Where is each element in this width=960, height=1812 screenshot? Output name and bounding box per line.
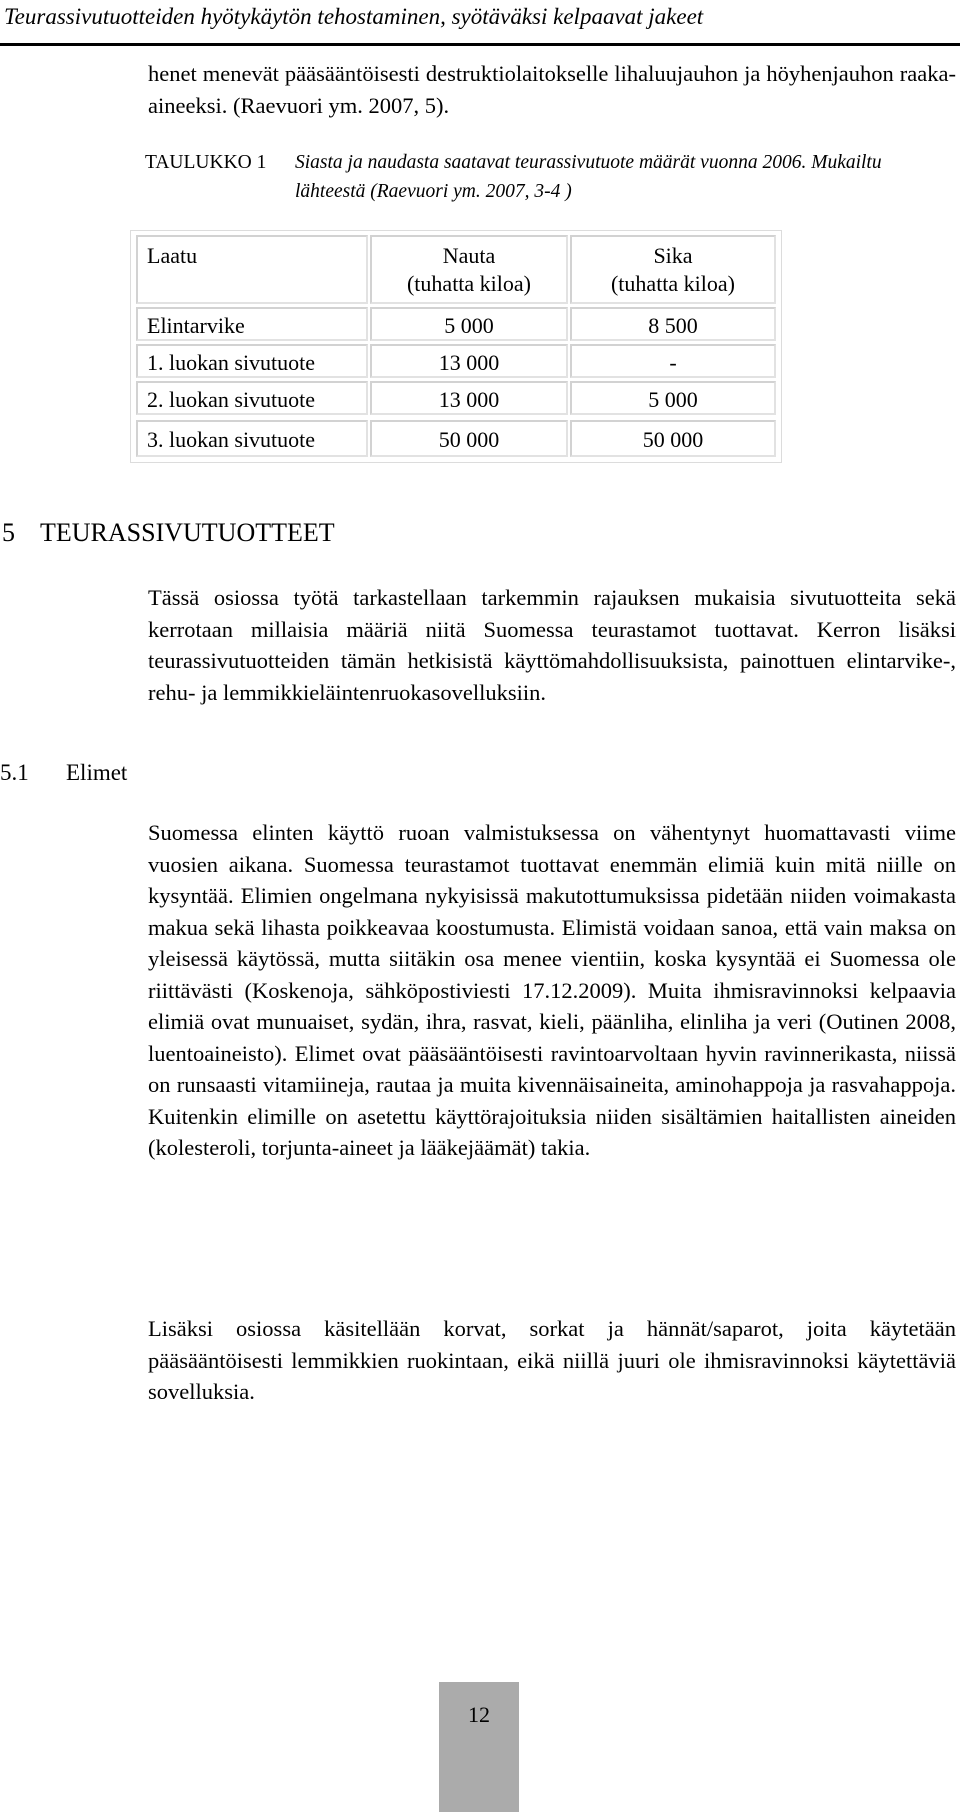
- subsection-title: Elimet: [66, 760, 128, 785]
- table-cell: 13 000: [370, 381, 568, 415]
- table-cell: 8 500: [570, 307, 776, 341]
- section-5-paragraph: Tässä osiossa työtä tarkastellaan tarkemmin rajauksen mukaisia sivutuotteita sekä kerrotaan millaisia määriä niitä Suomessa teurastamot tuottavat. Kerron lisäksi teurassivutuotteiden tämän hetkisistä käyttömahdollisuuksista, painottuen elintarvike-, rehu- ja lemmikkieläintenruokasovelluksiin.: [148, 585, 956, 705]
- table-cell: 5 000: [570, 381, 776, 415]
- table-cell: 2. luokan sivutuote: [136, 381, 368, 415]
- table-header-cell: Nauta (tuhatta kiloa): [370, 235, 568, 304]
- page-number-box: [439, 1682, 519, 1812]
- subsection-number: 5.1: [0, 760, 29, 785]
- section-title: TEURASSIVUTUOTTEET: [40, 518, 335, 547]
- section-5-1-paragraph-1: Suomessa elinten käyttö ruoan valmistuksessa on vähentynyt huomattavasti viime vuosien aikana. Suomessa teurastamot tuottavat enemmän elimiä kuin mitä niille on kysyntää. Elimien ongelmana nykyisissä makutottumuksissa pidetään niiden voimakasta makua sekä lihasta poikkeavaa koostumusta. Elimistä voidaan sanoa, että vain maksa on yleisessä käytössä, mutta siitäkin osa menee vientiin, koska kysyntää ei Suomessa ole riittävästi (Koskenoja, sähköpostiviesti 17.12.2009). Muita ihmisravinnoksi kelpaavia elimiä ovat munuaiset, sydän, ihra, rasvat, kieli, päänliha, elinliha ja veri (Outinen 2008, luentoaineisto). Elimet ovat pääsääntöisesti ravintoarvoltaan hyvin ravinnerikasta, niissä on runsaasti vitamiineja, rautaa ja muita kivennäisaineita, aminohappoja ja rasvahappoja. Kuitenkin elimille on asetettu käyttörajoituksia niiden sisältämien haitallisten aineiden (kolesteroli, torjunta-aineet ja lääkejäämät) takia.: [148, 820, 956, 1160]
- table-caption-text: Siasta ja naudasta saatavat teurassivutuote määrät vuonna 2006. Mukailtu lähteestä (Raevuori ym. 2007, 3-4 ): [295, 152, 882, 202]
- table-cell: Elintarvike: [136, 307, 368, 341]
- section-5-1-paragraph-2: Lisäksi osiossa käsitellään korvat, sorkat ja hännät/saparot, joita käytetään pääsääntöisesti lemmikkien ruokintaan, eikä niillä juuri ole ihmisravinnoksi käytettäviä sovelluksia.: [148, 1316, 956, 1404]
- page-number: 12: [468, 1702, 490, 1727]
- quantities-table: [130, 230, 782, 463]
- table-cell: 50 000: [370, 420, 568, 457]
- table-cell: 1. luokan sivutuote: [136, 344, 368, 378]
- table-header-cell: Sika (tuhatta kiloa): [570, 235, 776, 304]
- table-cell: 3. luokan sivutuote: [136, 420, 368, 457]
- table-cell: 50 000: [570, 420, 776, 457]
- table-header-cell: Laatu: [136, 235, 368, 304]
- running-header-title: Teurassivutuotteiden hyötykäytön tehostaminen, syötäväksi kelpaavat jakeet: [4, 4, 704, 29]
- table-cell: -: [570, 344, 776, 378]
- table-cell: 13 000: [370, 344, 568, 378]
- section-number: 5: [2, 518, 15, 547]
- intro-paragraph: henet menevät pääsääntöisesti destruktiolaitokselle lihaluujauhon ja höyhenjauhon raaka-aineeksi. (Raevuori ym. 2007, 5).: [148, 61, 956, 118]
- table-caption-label: TAULUKKO 1: [145, 152, 267, 173]
- table-caption: [145, 148, 945, 206]
- running-header: [0, 0, 960, 46]
- table-cell: 5 000: [370, 307, 568, 341]
